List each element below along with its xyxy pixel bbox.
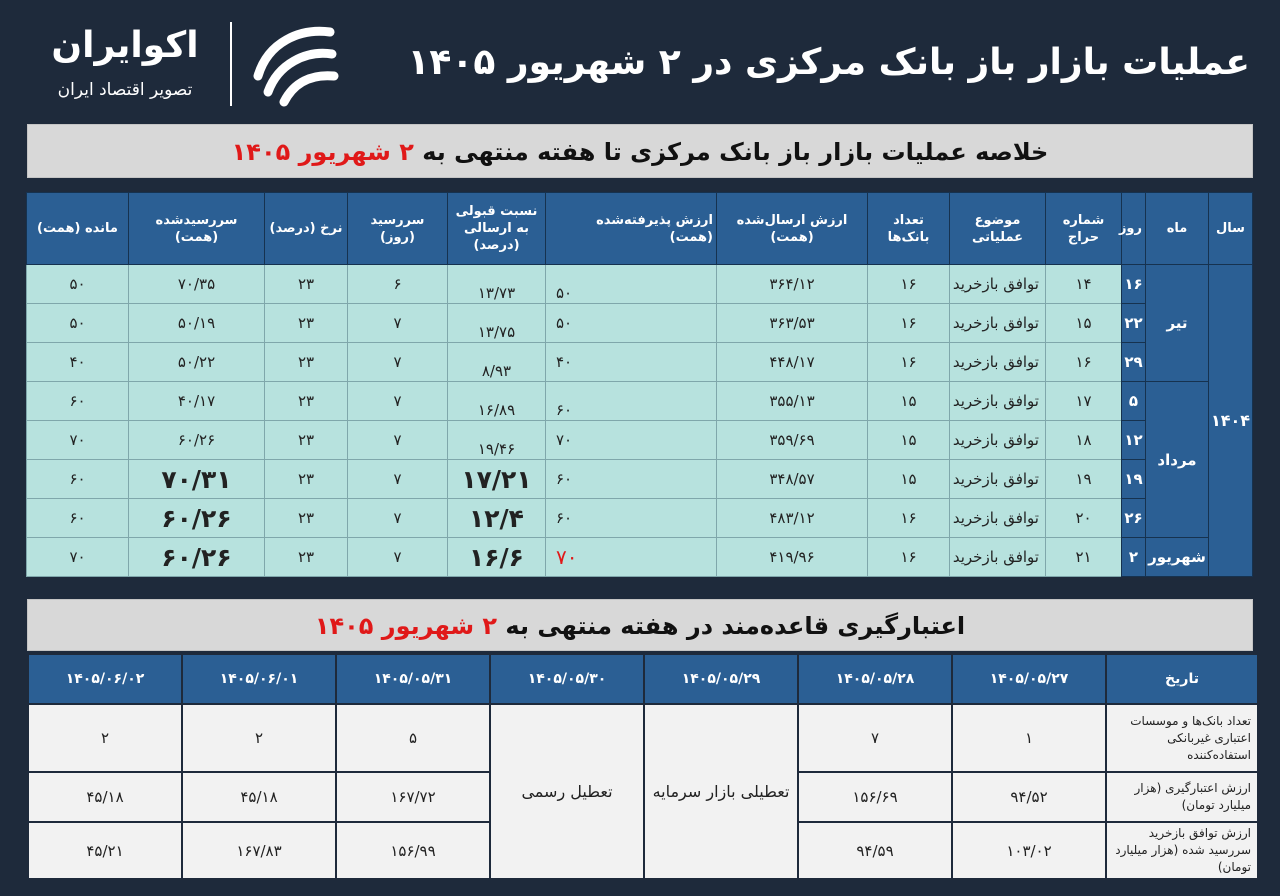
matured-cell: ۷۰/۳۱ bbox=[129, 460, 265, 499]
table-row bbox=[27, 460, 1253, 499]
matured-cell: ۵۰/۱۹ bbox=[129, 304, 265, 343]
accepted-cell bbox=[546, 460, 717, 499]
date-header: ۱۴۰۵/۰۵/۳۰ bbox=[490, 654, 644, 704]
type-cell: توافق بازخرید bbox=[950, 304, 1046, 343]
day-cell: ۱۹ bbox=[1122, 460, 1146, 499]
banks-cell: ۱۶ bbox=[868, 343, 950, 382]
day-cell: ۵ bbox=[1122, 382, 1146, 421]
sent-cell: ۳۶۳/۵۳ bbox=[717, 304, 868, 343]
column-header: نرخ (درصد) bbox=[265, 193, 348, 265]
date-header: ۱۴۰۵/۰۵/۲۷ bbox=[952, 654, 1106, 704]
maturity-cell: ۷ bbox=[348, 343, 448, 382]
ratio-cell bbox=[448, 382, 546, 421]
accepted-value: ۶۰ bbox=[556, 470, 573, 488]
auction-cell: ۱۴ bbox=[1046, 265, 1122, 304]
column-header: نسبت قبولی به ارسالی (درصد) bbox=[448, 193, 546, 265]
banks-cell: ۱۵ bbox=[868, 382, 950, 421]
ratio-cell: ۱۶/۶ bbox=[448, 538, 546, 577]
rate-cell: ۲۳ bbox=[265, 343, 348, 382]
matured-cell: ۶۰/۲۶ bbox=[129, 499, 265, 538]
auction-cell: ۲۰ bbox=[1046, 499, 1122, 538]
sent-cell: ۴۸۳/۱۲ bbox=[717, 499, 868, 538]
column-header: سررسیدشده (همت) bbox=[129, 193, 265, 265]
balance-cell: ۷۰ bbox=[27, 421, 129, 460]
open-market-operations-table bbox=[26, 192, 1253, 577]
type-cell: توافق بازخرید bbox=[950, 460, 1046, 499]
logo-mark-icon bbox=[248, 18, 340, 108]
accepted-cell bbox=[546, 343, 717, 382]
column-header: مانده (همت) bbox=[27, 193, 129, 265]
balance-cell: ۴۰ bbox=[27, 343, 129, 382]
brand-logo bbox=[30, 18, 360, 108]
balance-cell: ۶۰ bbox=[27, 382, 129, 421]
banks-cell: ۱۵ bbox=[868, 421, 950, 460]
date-header: ۱۴۰۵/۰۵/۲۸ bbox=[798, 654, 952, 704]
day-cell: ۲۶ bbox=[1122, 499, 1146, 538]
summary-header-row bbox=[27, 193, 1253, 265]
year-cell: ۱۴۰۴ bbox=[1209, 265, 1253, 577]
lending-title-text: اعتبارگیری قاعده‌مند در هفته منتهی به bbox=[505, 612, 966, 640]
value-cell: ۴۵/۱۸ bbox=[182, 772, 336, 822]
date-header: ۱۴۰۵/۰۵/۳۱ bbox=[336, 654, 490, 704]
value-cell: ۹۴/۵۹ bbox=[798, 822, 952, 879]
accepted-cell bbox=[546, 499, 717, 538]
sent-cell: ۴۴۸/۱۷ bbox=[717, 343, 868, 382]
holiday-cell: تعطیلی بازار سرمایه bbox=[644, 704, 798, 879]
maturity-cell: ۷ bbox=[348, 382, 448, 421]
summary-section-title bbox=[27, 124, 1253, 178]
accepted-cell bbox=[546, 382, 717, 421]
sent-cell: ۳۵۹/۶۹ bbox=[717, 421, 868, 460]
banks-cell: ۱۶ bbox=[868, 304, 950, 343]
column-header: موضوع عملیاتی bbox=[950, 193, 1046, 265]
ratio-value: ۸/۹۳ bbox=[481, 362, 512, 380]
accepted-value: ۵۰ bbox=[556, 314, 573, 332]
maturity-cell: ۶ bbox=[348, 265, 448, 304]
type-cell: توافق بازخرید bbox=[950, 421, 1046, 460]
value-cell: ۱۶۷/۸۳ bbox=[182, 822, 336, 879]
ratio-value: ۱۳/۷۵ bbox=[477, 323, 516, 341]
auction-cell: ۱۶ bbox=[1046, 343, 1122, 382]
value-cell: ۱۰۳/۰۲ bbox=[952, 822, 1106, 879]
sent-cell: ۴۱۹/۹۶ bbox=[717, 538, 868, 577]
rate-cell: ۲۳ bbox=[265, 265, 348, 304]
standing-facility-table bbox=[27, 653, 1259, 880]
page-title: عملیات بازار باز بانک مرکزی در ۲ شهریور ۱۴۰۵ bbox=[407, 42, 1250, 83]
balance-cell: ۶۰ bbox=[27, 499, 129, 538]
month-cell: شهریور bbox=[1146, 538, 1209, 577]
ratio-cell bbox=[448, 421, 546, 460]
sent-cell: ۳۴۸/۵۷ bbox=[717, 460, 868, 499]
holiday-cell: تعطیل رسمی bbox=[490, 704, 644, 879]
value-cell: ۱۶۷/۷۲ bbox=[336, 772, 490, 822]
table-row bbox=[28, 704, 1258, 772]
maturity-cell: ۷ bbox=[348, 499, 448, 538]
rate-cell: ۲۳ bbox=[265, 304, 348, 343]
rate-cell: ۲۳ bbox=[265, 538, 348, 577]
value-cell: ۲ bbox=[182, 704, 336, 772]
banks-cell: ۱۶ bbox=[868, 538, 950, 577]
auction-cell: ۱۷ bbox=[1046, 382, 1122, 421]
column-header: روز bbox=[1122, 193, 1146, 265]
rate-cell: ۲۳ bbox=[265, 382, 348, 421]
column-header: سال bbox=[1209, 193, 1253, 265]
date-header: ۱۴۰۵/۰۶/۰۱ bbox=[182, 654, 336, 704]
maturity-cell: ۷ bbox=[348, 460, 448, 499]
accepted-cell bbox=[546, 538, 717, 577]
balance-cell: ۷۰ bbox=[27, 538, 129, 577]
ratio-value: ۱۶/۸۹ bbox=[477, 401, 516, 419]
accepted-value: ۶۰ bbox=[556, 401, 573, 419]
maturity-cell: ۷ bbox=[348, 304, 448, 343]
auction-cell: ۱۹ bbox=[1046, 460, 1122, 499]
type-cell: توافق بازخرید bbox=[950, 499, 1046, 538]
day-cell: ۲ bbox=[1122, 538, 1146, 577]
balance-cell: ۵۰ bbox=[27, 265, 129, 304]
summary-title-date: ۲ شهریور ۱۴۰۵ bbox=[231, 138, 414, 166]
rate-cell: ۲۳ bbox=[265, 460, 348, 499]
logo-name: اکوایران bbox=[51, 25, 199, 66]
matured-cell: ۶۰/۲۶ bbox=[129, 538, 265, 577]
balance-cell: ۶۰ bbox=[27, 460, 129, 499]
ratio-cell bbox=[448, 265, 546, 304]
page-header bbox=[0, 0, 1280, 112]
column-header: تعداد بانک‌ها bbox=[868, 193, 950, 265]
ratio-cell bbox=[448, 304, 546, 343]
accepted-cell bbox=[546, 421, 717, 460]
sent-cell: ۳۶۴/۱۲ bbox=[717, 265, 868, 304]
banks-cell: ۱۶ bbox=[868, 499, 950, 538]
column-header: ارزش ارسال‌شده (همت) bbox=[717, 193, 868, 265]
rate-cell: ۲۳ bbox=[265, 499, 348, 538]
value-cell: ۱۵۶/۹۹ bbox=[336, 822, 490, 879]
day-cell: ۲۲ bbox=[1122, 304, 1146, 343]
value-cell: ۴۵/۲۱ bbox=[28, 822, 182, 879]
ratio-cell: ۱۲/۴ bbox=[448, 499, 546, 538]
type-cell: توافق بازخرید bbox=[950, 343, 1046, 382]
date-header: ۱۴۰۵/۰۵/۲۹ bbox=[644, 654, 798, 704]
table-row bbox=[27, 304, 1253, 343]
row-label: ارزش توافق بازخرید سررسید شده (هزار میلیارد تومان) bbox=[1106, 822, 1258, 879]
auction-cell: ۲۱ bbox=[1046, 538, 1122, 577]
value-cell: ۱ bbox=[952, 704, 1106, 772]
date-header: ۱۴۰۵/۰۶/۰۲ bbox=[28, 654, 182, 704]
table-row bbox=[27, 499, 1253, 538]
matured-cell: ۶۰/۲۶ bbox=[129, 421, 265, 460]
ratio-cell: ۱۷/۲۱ bbox=[448, 460, 546, 499]
value-cell: ۴۵/۱۸ bbox=[28, 772, 182, 822]
table-row bbox=[27, 265, 1253, 304]
row-label: ارزش اعتبارگیری (هزار میلیارد تومان) bbox=[1106, 772, 1258, 822]
column-header: سررسید (روز) bbox=[348, 193, 448, 265]
column-header: ماه bbox=[1146, 193, 1209, 265]
accepted-value: ۵۰ bbox=[556, 284, 573, 302]
logo-divider bbox=[230, 22, 232, 106]
accepted-value: ۶۰ bbox=[556, 509, 573, 527]
accepted-value: ۷۰ bbox=[556, 431, 573, 449]
lending-title-date: ۲ شهریور ۱۴۰۵ bbox=[314, 612, 498, 640]
lending-section-title bbox=[27, 599, 1253, 651]
value-cell: ۲ bbox=[28, 704, 182, 772]
maturity-cell: ۷ bbox=[348, 538, 448, 577]
column-header: ارزش پذیرفته‌شده (همت) bbox=[546, 193, 717, 265]
auction-cell: ۱۸ bbox=[1046, 421, 1122, 460]
accepted-cell bbox=[546, 304, 717, 343]
summary-title-text: خلاصه عملیات بازار باز بانک مرکزی تا هفته منتهی به bbox=[422, 138, 1049, 166]
ratio-value: ۱۳/۷۳ bbox=[477, 284, 516, 302]
date-label-header: تاریخ bbox=[1106, 654, 1258, 704]
banks-cell: ۱۶ bbox=[868, 265, 950, 304]
accepted-value: ۴۰ bbox=[556, 353, 573, 371]
matured-cell: ۷۰/۳۵ bbox=[129, 265, 265, 304]
value-cell: ۷ bbox=[798, 704, 952, 772]
accepted-value: ۷۰ bbox=[556, 545, 578, 569]
day-cell: ۲۹ bbox=[1122, 343, 1146, 382]
day-cell: ۱۶ bbox=[1122, 265, 1146, 304]
matured-cell: ۵۰/۲۲ bbox=[129, 343, 265, 382]
day-cell: ۱۲ bbox=[1122, 421, 1146, 460]
ratio-cell bbox=[448, 343, 546, 382]
matured-cell: ۴۰/۱۷ bbox=[129, 382, 265, 421]
logo-tagline: تصویر اقتصاد ایران bbox=[57, 80, 193, 100]
column-header: شماره حراج bbox=[1046, 193, 1122, 265]
sent-cell: ۳۵۵/۱۳ bbox=[717, 382, 868, 421]
table-row bbox=[27, 538, 1253, 577]
value-cell: ۹۴/۵۲ bbox=[952, 772, 1106, 822]
maturity-cell: ۷ bbox=[348, 421, 448, 460]
accepted-cell bbox=[546, 265, 717, 304]
table-row bbox=[27, 382, 1253, 421]
balance-cell: ۵۰ bbox=[27, 304, 129, 343]
month-cell: تیر bbox=[1146, 265, 1209, 382]
banks-cell: ۱۵ bbox=[868, 460, 950, 499]
auction-cell: ۱۵ bbox=[1046, 304, 1122, 343]
value-cell: ۵ bbox=[336, 704, 490, 772]
type-cell: توافق بازخرید bbox=[950, 538, 1046, 577]
table-row bbox=[27, 343, 1253, 382]
value-cell: ۱۵۶/۶۹ bbox=[798, 772, 952, 822]
rate-cell: ۲۳ bbox=[265, 421, 348, 460]
ratio-value: ۱۹/۴۶ bbox=[477, 440, 516, 458]
row-label: تعداد بانک‌ها و موسسات اعتباری غیربانکی استفاده‌کننده bbox=[1106, 704, 1258, 772]
type-cell: توافق بازخرید bbox=[950, 265, 1046, 304]
month-cell: مرداد bbox=[1146, 382, 1209, 538]
lending-header-row bbox=[28, 654, 1258, 704]
type-cell: توافق بازخرید bbox=[950, 382, 1046, 421]
table-row bbox=[27, 421, 1253, 460]
